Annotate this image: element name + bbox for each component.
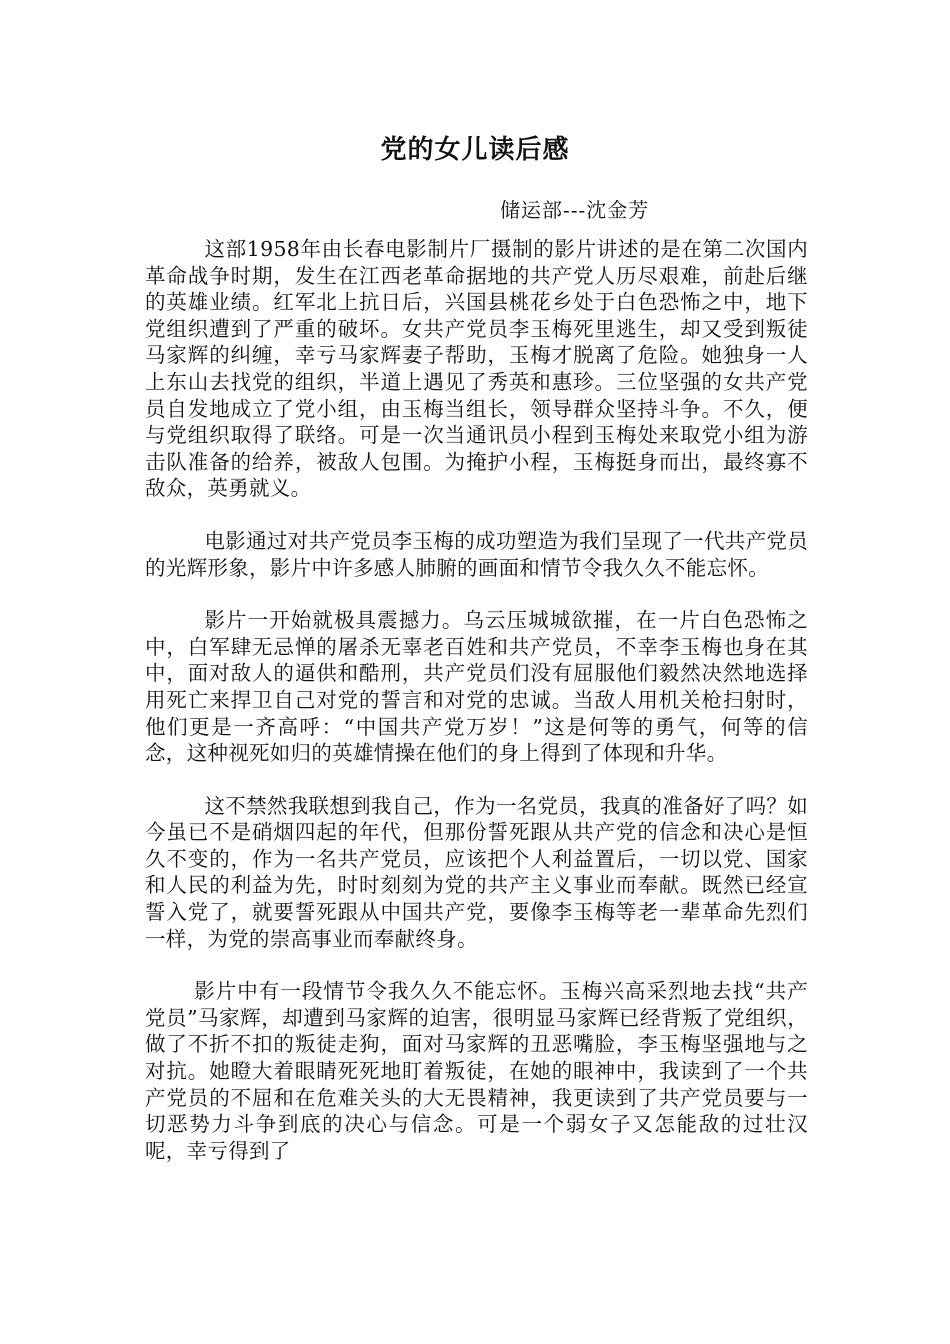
paragraph-synopsis: 这部1958年由长春电影制片厂摄制的影片讲述的是在第二次国内革命战争时期，发生在江西老革命据地的共产党人历尽艰难，前赴后继的英雄业绩。红军北上抗日后，兴国县桃花乡处于白色恐怖之中，地下党组织遭到了严重的破坏。女共产党员李玉梅死里逃生，却又受到叛徒马家辉的纠缠，幸亏马家辉妻子帮助，玉梅才脱离了危险。她独身一人上东山去找党的组织，半道上遇见了秀英和惠珍。三位坚强的女共产党员自发地成立了党小组，由玉梅当组长，领导群众坚持斗争。不久，便与党组织取得了联络。可是一次当通讯员小程到玉梅处来取党小组为游击队准备的给养，被敌人包围。为掩护小程，玉梅挺身而出，最终寡不敌众，英勇就义。 [145,237,808,501]
paragraph-memorable-scene: 影片中有一段情节令我久久不能忘怀。玉梅兴高采烈地去找“共产党员”马家辉，却遭到马家辉的迫害，很明显马家辉已经背叛了党组织，做了不折不扣的叛徒走狗，面对马家辉的丑恶嘴脸，李玉梅坚强地与之对抗。她瞪大着眼睛死死地盯着叛徒，在她的眼神中，我读到了一个共产党员的不屈和在危难关头的大无畏精神，我更读到了共产党员要与一切恶势力斗争到底的决心与信念。可是一个弱女子又怎能敌的过壮汉呢，幸亏得到了 [145,979,808,1163]
paragraph-overview: 电影通过对共产党员李玉梅的成功塑造为我们呈现了一代共产党员的光辉形象，影片中许多感人肺腑的画面和情节令我久久不能忘怀。 [145,528,808,580]
document-body [145,236,808,1164]
paragraph-self-reflection: 这不禁然我联想到我自己，作为一名党员，我真的准备好了吗？如今虽已不是硝烟四起的年代，但那份誓死跟从共产党的信念和决心是恒久不变的，作为一名共产党员，应该把个人利益置后，一切以党、国家和人民的利益为先，时时刻刻为党的共产主义事业而奉献。既然已经宣誓入党了，就要誓死跟从中国共产党，要像李玉梅等老一辈革命先烈们一样，为党的崇高事业而奉献终身。 [145,793,808,951]
paragraph-opening-scene: 影片一开始就极具震撼力。乌云压城城欲摧，在一片白色恐怖之中，白军肆无忌惮的屠杀无辜老百姓和共产党员，不幸李玉梅也身在其中，面对敌人的逼供和酷刑，共产党员们没有屈服他们毅然决然地选择用死亡来捍卫自己对党的誓言和对党的忠诚。当敌人用机关枪扫射时，他们更是一齐高呼：“中国共产党万岁！”这是何等的勇气，何等的信念，这种视死如归的英雄情操在他们的身上得到了体现和升华。 [145,608,808,766]
document-title: 党的女儿读后感 [380,135,570,165]
author-line: 储运部---沈金芳 [500,198,650,222]
